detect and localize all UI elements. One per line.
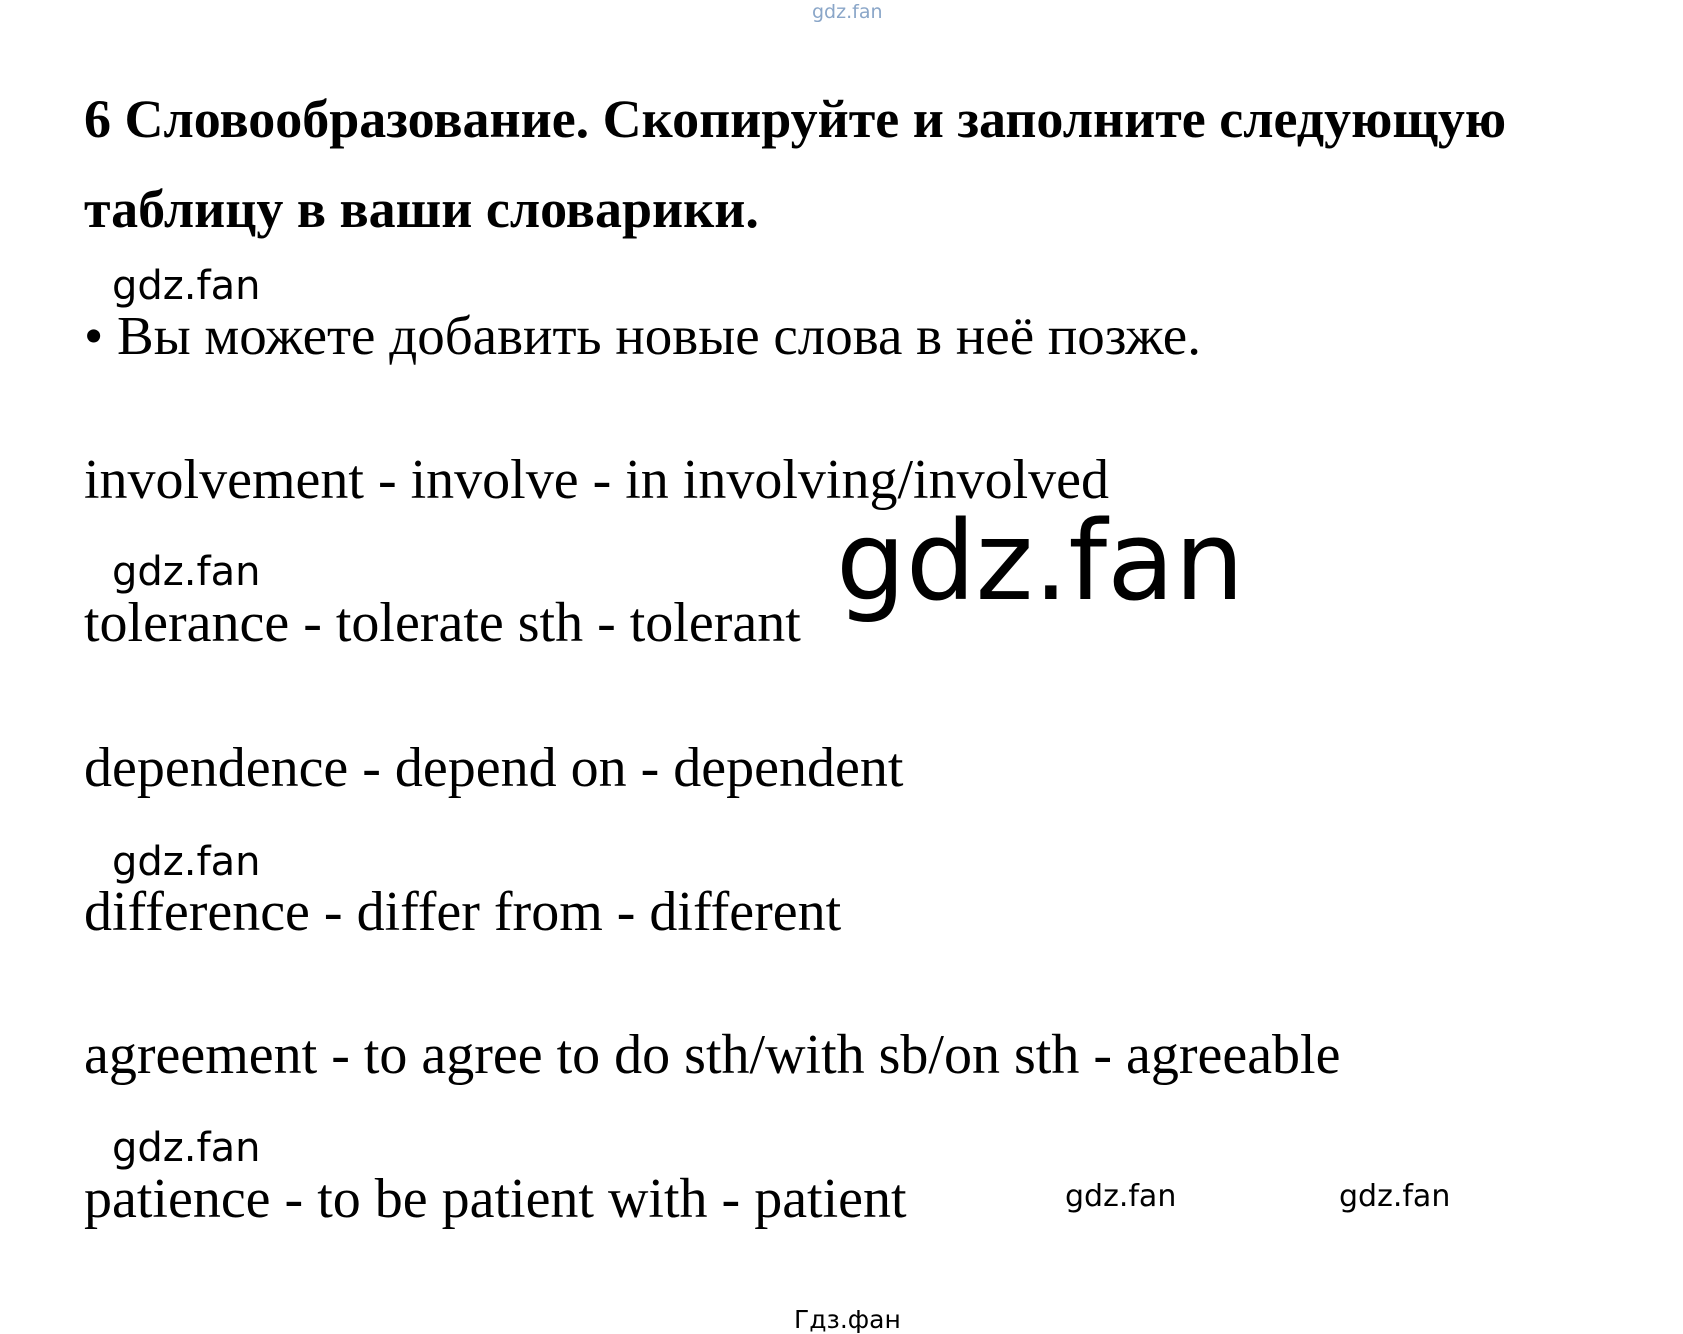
word-family-row: dependence - depend on - dependent [84,737,904,799]
task-title-line-1: 6 Словообразование. Скопируйте и заполните следующую [84,89,1507,149]
watermark-bottom-right: gdz.fan [1339,1179,1451,1214]
watermark-large: gdz.fan [836,497,1245,625]
watermark-small: gdz.fan [112,263,261,309]
watermark-small: gdz.fan [112,1125,261,1171]
watermark-small: gdz.fan [112,549,261,595]
watermark-top: gdz.fan [812,1,883,23]
word-family-row: tolerance - tolerate sth - tolerant [84,592,801,654]
task-note: • Вы можете добавить новые слова в неё позже. [84,305,1201,366]
watermark-small: gdz.fan [112,839,261,885]
word-family-row: difference - differ from - different [84,881,842,943]
word-family-row: involvement - involve - in involving/involved [84,449,1109,511]
task-title-line-2: таблицу в ваши словарики. [84,179,759,239]
watermark-footer: Гдз.фан [794,1305,901,1334]
watermark-bottom-left: gdz.fan [1065,1179,1177,1214]
word-family-row: agreement - to agree to do sth/with sb/on sth - agreeable [84,1024,1341,1086]
word-family-row: patience - to be patient with - patient [84,1168,907,1230]
